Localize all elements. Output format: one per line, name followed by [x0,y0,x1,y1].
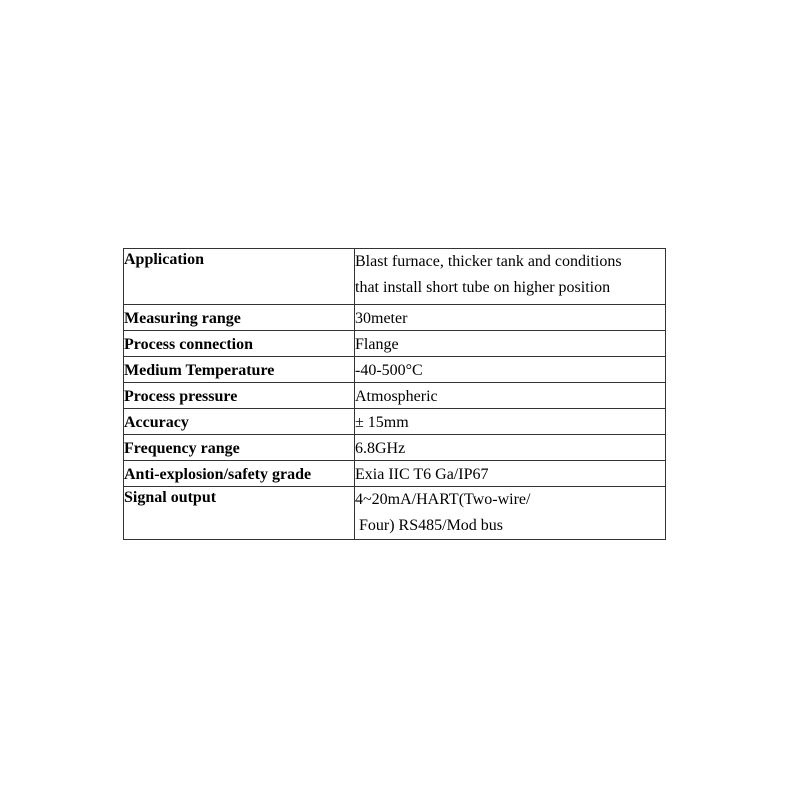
spec-label: Signal output [124,487,355,540]
specification-table [123,248,666,540]
spec-label: Frequency range [124,435,355,461]
spec-value-line: Four) RS485/Mod bus [355,517,504,534]
spec-value: 6.8GHz [355,435,666,461]
spec-value-line: that install short tube on higher position [355,279,611,296]
spec-label: Medium Temperature [124,357,355,383]
spec-label: Application [124,249,355,305]
spec-row-medium-temperature [124,357,666,383]
spec-value-line: Blast furnace, thicker tank and conditions [355,253,622,270]
spec-label: Process connection [124,331,355,357]
spec-value: -40-500°C [355,357,666,383]
spec-row-signal-output [124,487,666,540]
spec-row-frequency-range [124,435,666,461]
spec-row-measuring-range [124,305,666,331]
spec-row-process-pressure [124,383,666,409]
spec-value: 30meter [355,305,666,331]
spec-value [355,249,666,305]
spec-label: Anti-explosion/safety grade [124,461,355,487]
spec-label: Measuring range [124,305,355,331]
spec-value-line: 4~20mA/HART(Two-wire/ [355,491,531,508]
spec-value: Atmospheric [355,383,666,409]
spec-value: Flange [355,331,666,357]
spec-row-process-connection [124,331,666,357]
spec-row-application [124,249,666,305]
spec-value: ± 15mm [355,409,666,435]
spec-label: Process pressure [124,383,355,409]
spec-value [355,487,666,540]
spec-label: Accuracy [124,409,355,435]
spec-row-safety-grade [124,461,666,487]
spec-row-accuracy [124,409,666,435]
spec-value: Exia IIC T6 Ga/IP67 [355,461,666,487]
